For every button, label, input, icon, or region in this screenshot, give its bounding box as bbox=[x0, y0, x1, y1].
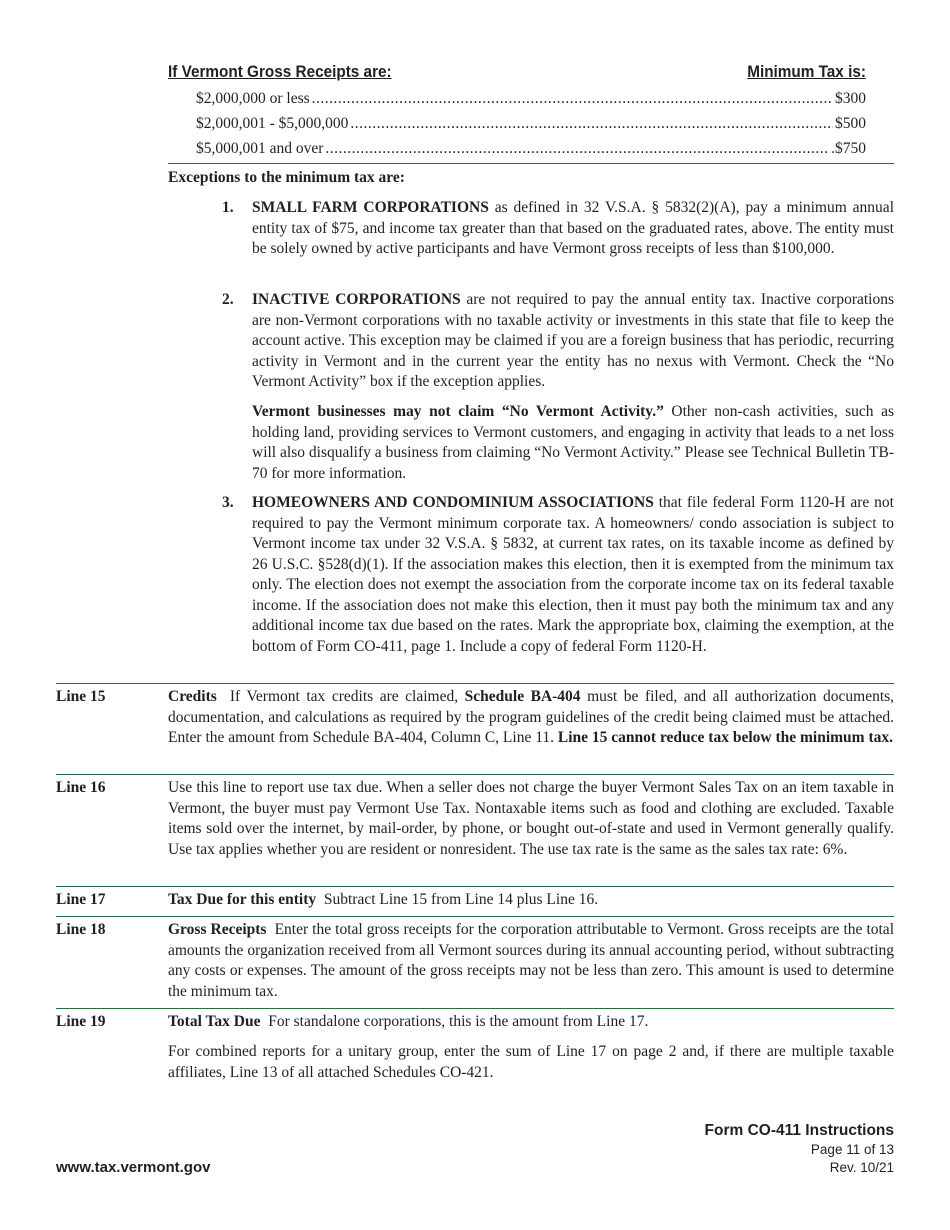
line-19-body: For standalone corporations, this is the amount from Line 17. bbox=[268, 1013, 649, 1030]
exceptions-title: Exceptions to the minimum tax are: bbox=[168, 169, 405, 186]
section-divider bbox=[56, 916, 894, 917]
form-title: Form CO-411 Instructions bbox=[704, 1122, 894, 1139]
exception-heading: HOMEOWNERS AND CONDOMINIUM ASSOCIATIONS bbox=[252, 494, 654, 511]
gross-receipts-header: If Vermont Gross Receipts are: bbox=[168, 62, 392, 81]
exception-small-farm bbox=[252, 198, 894, 260]
exception-note bbox=[252, 402, 894, 484]
exception-text: as defined in 32 V.S.A. § 5832(2)(A), pay a minimum annual entity tax of $75, and income tax greater than that based on the graduated rates, above. The entity must be solely owned by active participants and have Vermont gross receipts of less than $100,000. bbox=[252, 199, 894, 257]
exception-number: 3. bbox=[222, 494, 234, 511]
line-17-label: Line 17 bbox=[56, 891, 106, 908]
exception-heading: SMALL FARM CORPORATIONS bbox=[252, 199, 489, 216]
min-tax-row bbox=[196, 89, 866, 110]
min-tax-row bbox=[196, 114, 866, 135]
minimum-tax-header: Minimum Tax is: bbox=[747, 62, 866, 81]
line-19-combined-text: For combined reports for a unitary group, enter the sum of Line 17 on page 2 and, if there are multiple taxable affiliates, Line 13 of all attached Schedules CO-421. bbox=[168, 1043, 894, 1081]
receipts-range: $5,000,001 and over bbox=[196, 140, 324, 157]
website-url: www.tax.vermont.gov bbox=[56, 1159, 211, 1176]
revision-date: Rev. 10/21 bbox=[829, 1160, 894, 1175]
receipts-range: $2,000,000 or less bbox=[196, 90, 310, 107]
section-divider bbox=[56, 683, 894, 684]
exception-text: are not required to pay the annual entity tax. Inactive corporations are non-Vermont corporations with no taxable activity or investments in this state that file to keep the account active. This exception may be claimed if you are a foreign business that has periodic, recurring activity in Vermont and in the current year the entity has no nexus with Vermont. Check the “No Vermont Activity” box if the exception applies. bbox=[252, 291, 895, 390]
exception-homeowners bbox=[252, 493, 894, 657]
line-17-text bbox=[168, 890, 894, 911]
dot-leader bbox=[350, 114, 833, 135]
line-15-label: Line 15 bbox=[56, 688, 106, 705]
line-18-body: Enter the total gross receipts for the corporation attributable to Vermont. Gross receipts are the total amounts the organization received from all Vermont sources during its annual accounting period, without subtracting any costs or expenses. The amount of the gross receipts may not be less than zero. This amount is used to determine the minimum tax. bbox=[168, 921, 894, 1000]
line-18-heading: Gross Receipts bbox=[168, 921, 267, 938]
section-divider bbox=[56, 886, 894, 887]
line-19-label: Line 19 bbox=[56, 1013, 106, 1030]
exception-inactive bbox=[252, 290, 894, 393]
min-tax-table-header bbox=[168, 62, 866, 84]
tax-amount: $300 bbox=[835, 90, 866, 107]
dot-leader bbox=[325, 139, 829, 160]
line-16-text: Use this line to report use tax due. When a seller does not charge the buyer Vermont Sales Tax on an item taxable in Vermont, the buyer must pay Vermont Use Tax. Nontaxable items such as food and clothing are excluded. Taxable items sold over the internet, by mail-order, by phone, or bought out-of-state and used in Vermont generally qualify. Use tax applies whether you are resident or nonresident. The use tax rate is the same as the sales tax rate: 6%. bbox=[168, 779, 894, 858]
table-divider bbox=[168, 163, 894, 164]
exception-number: 2. bbox=[222, 291, 234, 308]
dot-leader bbox=[312, 89, 833, 110]
tax-amount: $500 bbox=[835, 115, 866, 132]
section-divider bbox=[56, 1008, 894, 1009]
line-19-text bbox=[168, 1012, 894, 1033]
line-15-heading: Credits bbox=[168, 688, 217, 705]
line-16-label: Line 16 bbox=[56, 779, 106, 796]
exception-text: that file federal Form 1120-H are not required to pay the Vermont minimum corporate tax. A homeowners/ condo association is subject to Vermont income tax under 32 V.S.A. § 5832, at current tax rates, on its taxable income as defined by 26 U.S.C. §528(d)(1). If the association makes this election, then it is exempted from the minimum tax only. The election does not exempt the association from the corporate income tax on its federal taxable income. If the association does not make this election, then it must pay both the minimum tax and any additional income tax due based on the rates. Mark the appropriate box, claiming the exemption, at the bottom of Form CO-411, page 1. Include a copy of federal Form 1120-H. bbox=[252, 494, 894, 655]
line-15-text bbox=[168, 687, 894, 749]
min-tax-row bbox=[196, 139, 866, 160]
tax-amount: .$750 bbox=[831, 140, 866, 157]
line-17-body: Subtract Line 15 from Line 14 plus Line 16. bbox=[323, 891, 599, 908]
line-18-text bbox=[168, 920, 894, 1002]
line-15-body-1: If Vermont tax credits are claimed, bbox=[229, 688, 459, 705]
exception-heading: INACTIVE CORPORATIONS bbox=[252, 291, 461, 308]
line-15-note: Line 15 cannot reduce tax below the minimum tax. bbox=[557, 729, 893, 746]
line-17-heading: Tax Due for this entity bbox=[168, 891, 317, 908]
schedule-ba-404: Schedule BA-404 bbox=[464, 688, 581, 705]
line-15-body-2: must be filed, and all authorization documents, documentation, and calculations as required by the program guidelines of the credit being claimed must be attached. Enter the amount from Schedule BA-404, Column C, Line 11. bbox=[168, 688, 895, 746]
page-number: Page 11 of 13 bbox=[810, 1142, 894, 1157]
note-text: Other non-cash activities, such as holding land, providing services to Vermont customers, and engaging in activity that leads to a net loss will also disqualify a business from claiming “No Vermont Activity.” Please see Technical Bulletin TB-70 for more information. bbox=[252, 403, 895, 482]
line-18-label: Line 18 bbox=[56, 921, 106, 938]
exception-number: 1. bbox=[222, 199, 234, 216]
line-19-heading: Total Tax Due bbox=[168, 1013, 261, 1030]
receipts-range: $2,000,001 - $5,000,000 bbox=[196, 115, 349, 132]
note-heading: Vermont businesses may not claim “No Vermont Activity.” bbox=[252, 403, 664, 420]
section-divider bbox=[56, 774, 894, 775]
